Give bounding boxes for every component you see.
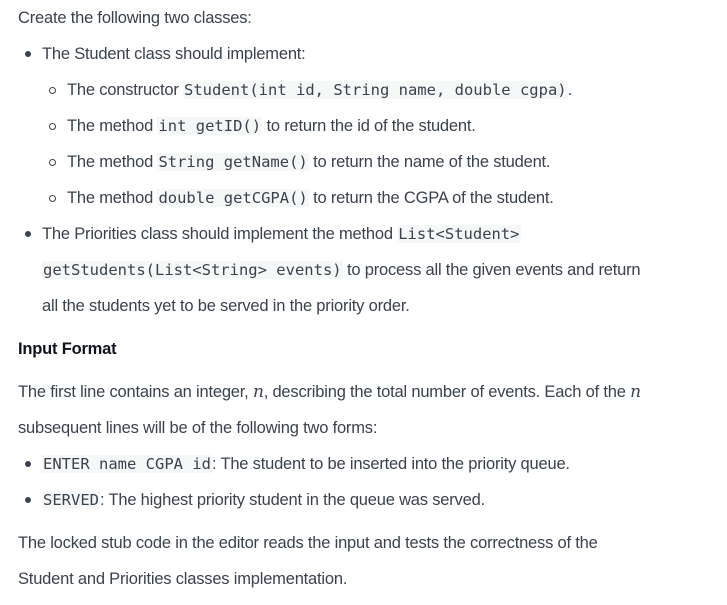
input-p1-b: , describing the total number of events. Each of the [263,383,631,401]
get-name-code: String getName() [158,153,308,171]
enter-event-item [18,446,723,482]
bullet-circle-icon [49,123,56,130]
get-cgpa-pre: The method [67,189,158,207]
bullet-circle-icon [49,159,56,166]
constructor-post: . [567,81,573,99]
bullet-disc-icon [25,51,31,57]
served-event-code: SERVED [43,491,99,509]
served-event-text: : The highest priority student in the queue was served. [100,491,485,509]
priorities-post: all the students yet to be served in the priority order. [42,297,410,315]
stub-paragraph-line-2: Student and Priorities classes implementation. [18,570,348,588]
student-class-item [18,36,723,72]
get-cgpa-item [18,180,723,216]
bullet-disc-icon [25,497,31,503]
constructor-code: Student(int id, String name, double cgpa) [184,81,567,99]
get-name-item [18,144,723,180]
get-id-post: to return the id of the student. [262,117,476,135]
input-p1-a: The first line contains an integer, [18,383,253,401]
enter-event-text: : The student to be inserted into the priority queue. [211,455,570,473]
get-cgpa-post: to return the CGPA of the student. [308,189,554,207]
get-id-code: int getID() [158,117,262,135]
bullet-circle-icon [49,195,56,202]
input-format-paragraph-line-1 [18,374,723,410]
priorities-class-line-3 [18,288,723,324]
constructor-pre: The constructor [67,81,184,99]
bullet-disc-icon [25,461,31,467]
get-id-pre: The method [67,117,158,135]
constructor-item [18,72,723,108]
input-format-paragraph-line-2: subsequent lines will be of the following two forms: [18,419,378,437]
get-name-post: to return the name of the student. [308,153,551,171]
priorities-code-method: getStudents(List<String> events) [43,261,342,279]
priorities-mid: to process all the given events and return [342,261,641,279]
get-cgpa-code: double getCGPA() [158,189,308,207]
get-name-pre: The method [67,153,158,171]
intro-text: Create the following two classes: [18,9,252,27]
variable-n: n [630,382,641,402]
problem-statement [18,0,723,597]
enter-event-code: ENTER name CGPA id [43,455,211,473]
student-class-label: The Student class should implement: [42,45,306,63]
bullet-circle-icon [49,87,56,94]
stub-paragraph-line-1: The locked stub code in the editor reads the input and tests the correctness of the [18,534,598,552]
priorities-class-item [18,216,723,252]
priorities-class-line-2 [18,252,723,288]
served-event-item [18,482,723,518]
priorities-code-return-type: List<Student> [398,225,520,243]
input-format-heading: Input Format [18,340,117,358]
get-id-item [18,108,723,144]
bullet-disc-icon [25,231,31,237]
variable-n: n [252,382,264,402]
priorities-pre: The Priorities class should implement the method [42,225,398,243]
